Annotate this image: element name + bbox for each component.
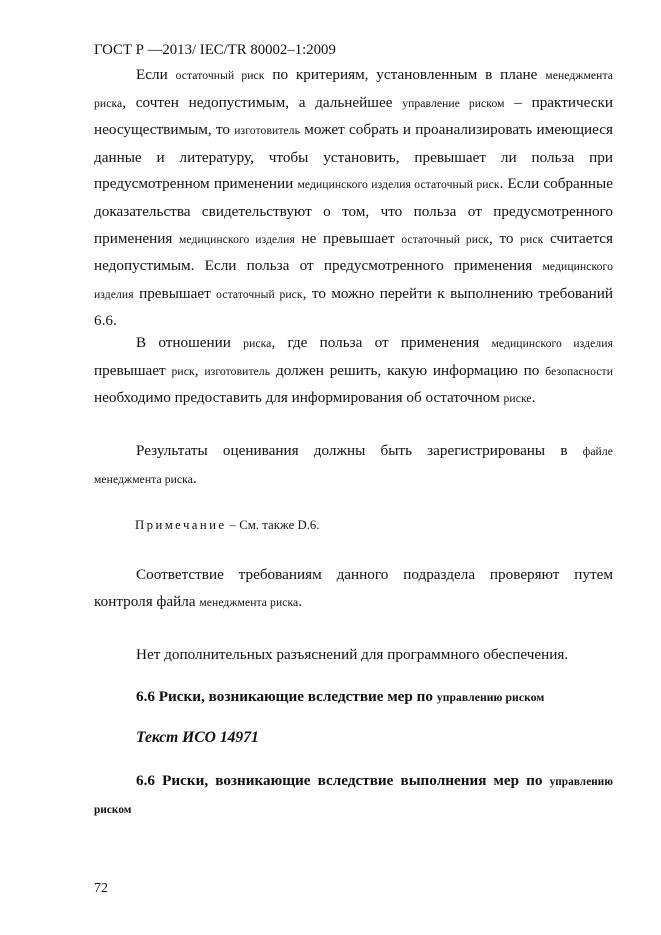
paragraph-compliance-check: Соответствие требованиям данного подраздела проверяют путем контроля файла менеджмента риска.: [94, 566, 613, 610]
note-text: – См. также D.6.: [226, 518, 320, 532]
iso-text-heading: Текст ИСО 14971: [136, 729, 259, 746]
note: [135, 516, 320, 534]
document-header: ГОСТ Р —2013/ IEC/TR 80002–1:2009: [94, 42, 336, 58]
paragraph-benefit-exceeds-risk: В отношении риска, где польза от применения медицинского изделия превышает риск, изготовитель должен решить, какую информацию по безопасности необходимо предоставить для информирования об остаточном риске.: [94, 334, 614, 407]
paragraph-results-recorded: Результаты оценивания должны быть зарегистрированы в файле менеджмента риска.: [94, 442, 613, 487]
no-additional-explanations: Нет дополнительных разъяснений для программного обеспечения.: [136, 646, 569, 663]
section-heading-6-6: 6.6 Риски, возникающие вследствие мер по управлению риском: [136, 688, 545, 705]
section-heading-6-6-iso: 6.6 Риски, возникающие вследствие выполнения мер по управлению риском: [94, 772, 613, 816]
note-label: Примечание: [135, 518, 227, 532]
page-number: 72: [94, 881, 108, 896]
paragraph-residual-risk: Если остаточный риск по критериям, установленным в плане менеджмента риска, сочтен недопустимым, а дальнейшее управление риском – практически неосуществимым, то изготовитель может собрать и проанализировать имеющиеся данные и литературу, чтобы установить, превышает ли польза при предусмотренном применении медицинского изделия остаточный риск. Если собранные доказательства свидетельствуют о том, что польза от предусмотренного применения медицинского изделия не превышает остаточный риск, то риск считается недопустимым. Если польза от предусмотренного применения медицинского изделия превышает остаточный риск, то можно перейти к выполнению требований 6.6.: [94, 66, 614, 330]
